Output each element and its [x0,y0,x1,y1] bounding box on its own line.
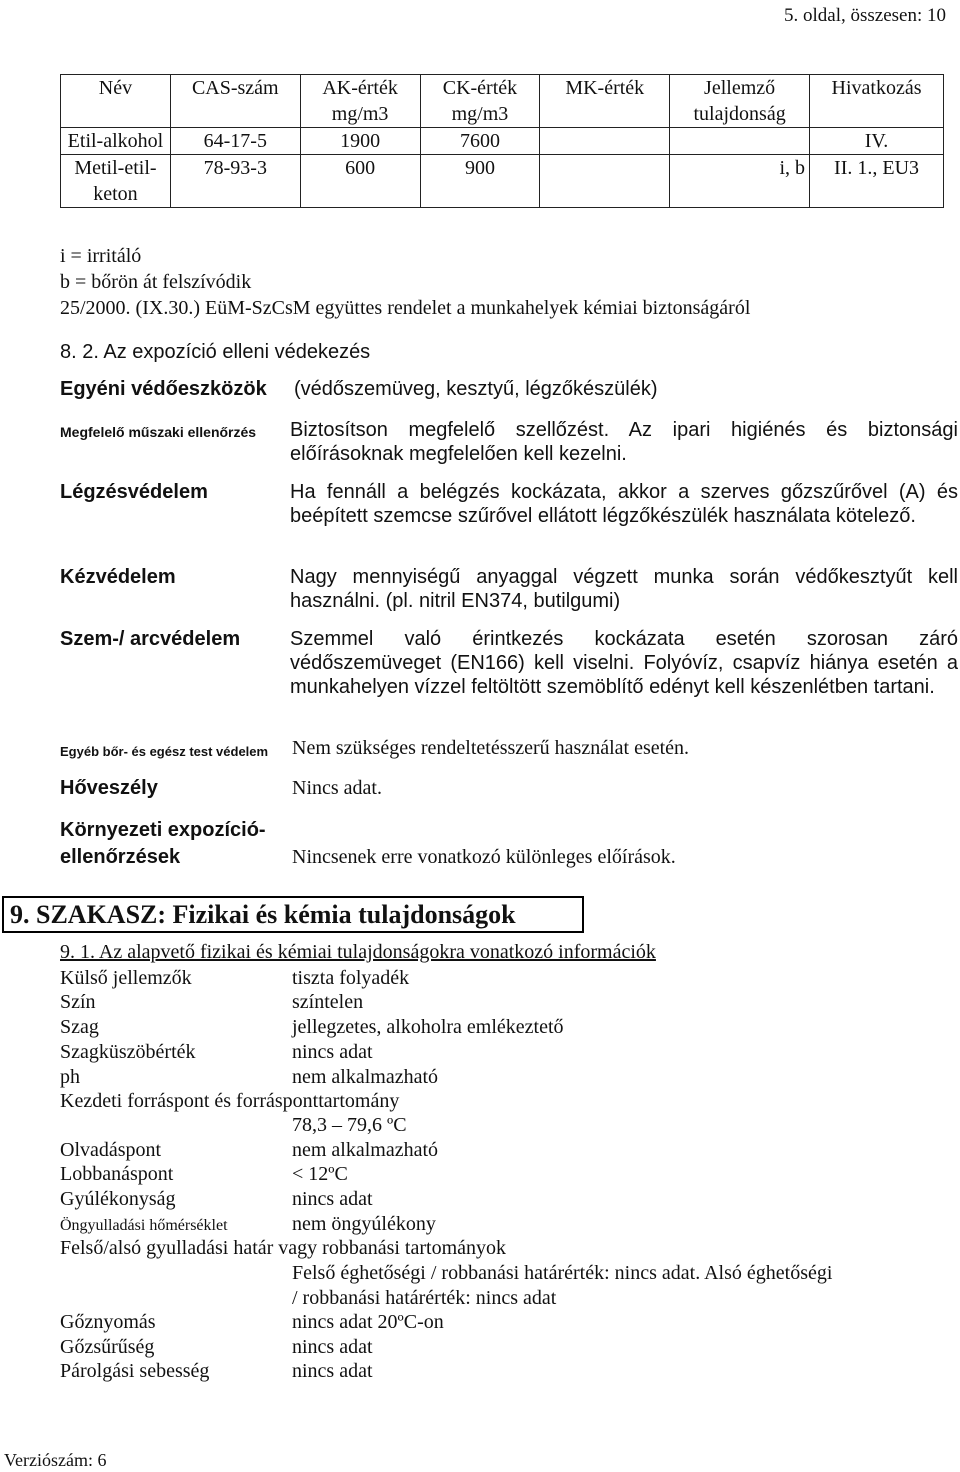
prop-flammability-label: Gyúlékonyság [60,1188,176,1210]
cell-name: Etil-alkohol [61,128,171,155]
prop-explosion-limits-label: Felső/alsó gyulladási határ vagy robbanási tartományok [60,1237,507,1259]
legend-skin-absorption: b = bőrön át felszívódik [60,271,252,293]
col-header-mk: MK-érték [540,75,670,128]
environmental-exposure-label-line2: ellenőrzések [60,846,181,868]
prop-odor-threshold-label: Szagküszöbérték [60,1041,196,1063]
cell-cas: 64-17-5 [170,128,300,155]
col-header-property: Jellemző tulajdonság [670,75,810,128]
engineering-control-text: Biztosítson megfelelő szellőzést. Az ipari higiénés és biztonsági előírásoknak megfelelően kell kezelni. [290,419,958,465]
prop-boiling-point-value: 78,3 – 79,6 ºC [292,1114,407,1136]
hand-protection-text: Nagy mennyiségű anyaggal végzett munka során védőkesztyűt kell használni. (pl. nitril EN374, butilgumi) [290,566,958,612]
prop-autoignition-value: nem öngyúlékony [292,1213,436,1235]
prop-flash-point-label: Lobbanáspont [60,1163,174,1185]
prop-appearance-label: Külső jellemzők [60,967,192,989]
exposure-limits-table [60,74,944,208]
prop-odor-label: Szag [60,1016,99,1038]
environmental-exposure-text: Nincsenek erre vonatkozó különleges előírások. [292,846,676,868]
cell-ck: 900 [420,155,540,208]
cell-ak: 1900 [300,128,420,155]
respiratory-protection-text: Ha fennáll a belégzés kockázata, akkor a szerves gőzszűrővel (A) és beépített szemcse szűrővel ellátott légzőkészülék használata kötelező. [290,481,958,527]
prop-explosion-limits-value-line2: / robbanási határérték: nincs adat [292,1287,557,1309]
col-header-reference: Hivatkozás [810,75,944,128]
legend-regulation: 25/2000. (IX.30.) EüM-SzCsM együttes rendelet a munkahelyek kémiai biztonságáról [60,297,751,319]
prop-melting-point-label: Olvadáspont [60,1139,162,1161]
eye-protection-label: Szem-/ arcvédelem [60,628,241,650]
col-header-ak: AK-érték mg/m3 [300,75,420,128]
version-number: Verziószám: 6 [4,1450,107,1470]
section-9-heading: 9. SZAKASZ: Fizikai és kémia tulajdonságok [2,896,584,933]
cell-ak: 600 [300,155,420,208]
cell-property: i, b [670,155,810,208]
ppe-text: (védőszemüveg, kesztyű, légzőkészülék) [294,378,658,400]
engineering-control-label: Megfelelő műszaki ellenőrzés [60,424,257,440]
table-header-row [61,75,944,128]
prop-vapor-density-value: nincs adat [292,1336,373,1358]
ppe-label: Egyéni védőeszközök [60,378,267,400]
prop-odor-value: jellegzetes, alkoholra emlékeztető [292,1016,564,1038]
prop-color-label: Szín [60,991,96,1013]
prop-odor-threshold-value: nincs adat [292,1041,373,1063]
prop-color-value: színtelen [292,991,364,1013]
cell-cas: 78-93-3 [170,155,300,208]
section-8-2-title: 8. 2. Az expozíció elleni védekezés [60,341,371,363]
legend-irritant: i = irritáló [60,245,142,267]
cell-name: Metil-etil-keton [61,155,171,208]
hand-protection-label: Kézvédelem [60,566,176,588]
cell-mk [540,128,670,155]
prop-evaporation-rate-label: Párolgási sebesség [60,1360,210,1382]
prop-ph-value: nem alkalmazható [292,1066,439,1088]
thermal-hazard-label: Hőveszély [60,777,158,799]
page-number: 5. oldal, összesen: 10 [783,5,946,26]
prop-vapor-pressure-value: nincs adat 20ºC-on [292,1311,444,1333]
table-row [61,128,944,155]
cell-property [670,128,810,155]
cell-ck: 7600 [420,128,540,155]
respiratory-protection-label: Légzésvédelem [60,481,208,503]
prop-evaporation-rate-value: nincs adat [292,1360,373,1382]
cell-reference: II. 1., EU3 [810,155,944,208]
body-protection-text: Nem szükséges rendeltetésszerű használat esetén. [292,737,690,759]
col-header-name: Név [61,75,171,128]
table-row [61,155,944,208]
col-header-ck: CK-érték mg/m3 [420,75,540,128]
prop-flammability-value: nincs adat [292,1188,373,1210]
prop-vapor-pressure-label: Gőznyomás [60,1311,156,1333]
eye-protection-text: Szemmel való érintkezés kockázata esetén szorosan záró védőszemüveget (EN166) kell viselni. Folyóvíz, csapvíz hiánya esetén a munkahelyen vízzel feltöltött szemöblítő edényt kell készenlétben tartani. [290,628,958,698]
prop-ph-label: ph [60,1066,80,1088]
prop-vapor-density-label: Gőzsűrűség [60,1336,155,1358]
environmental-exposure-label-line1: Környezeti expozíció- [60,819,266,841]
cell-mk [540,155,670,208]
thermal-hazard-text: Nincs adat. [292,777,382,799]
prop-flash-point-value: < 12ºC [292,1163,348,1185]
prop-boiling-point-label: Kezdeti forráspont és forrásponttartomány [60,1090,400,1112]
body-protection-label: Egyéb bőr- és egész test védelem [60,744,269,759]
cell-reference: IV. [810,128,944,155]
section-9-1-subtitle: 9. 1. Az alapvető fizikai és kémiai tulajdonságokra vonatkozó információk [60,941,656,963]
prop-appearance-value: tiszta folyadék [292,967,410,989]
prop-autoignition-label: Öngyulladási hőmérséklet [60,1217,228,1234]
prop-explosion-limits-value-line1: Felső éghetőségi / robbanási határérték: nincs adat. Alsó éghetőségi [292,1262,833,1284]
col-header-cas: CAS-szám [170,75,300,128]
prop-melting-point-value: nem alkalmazható [292,1139,439,1161]
